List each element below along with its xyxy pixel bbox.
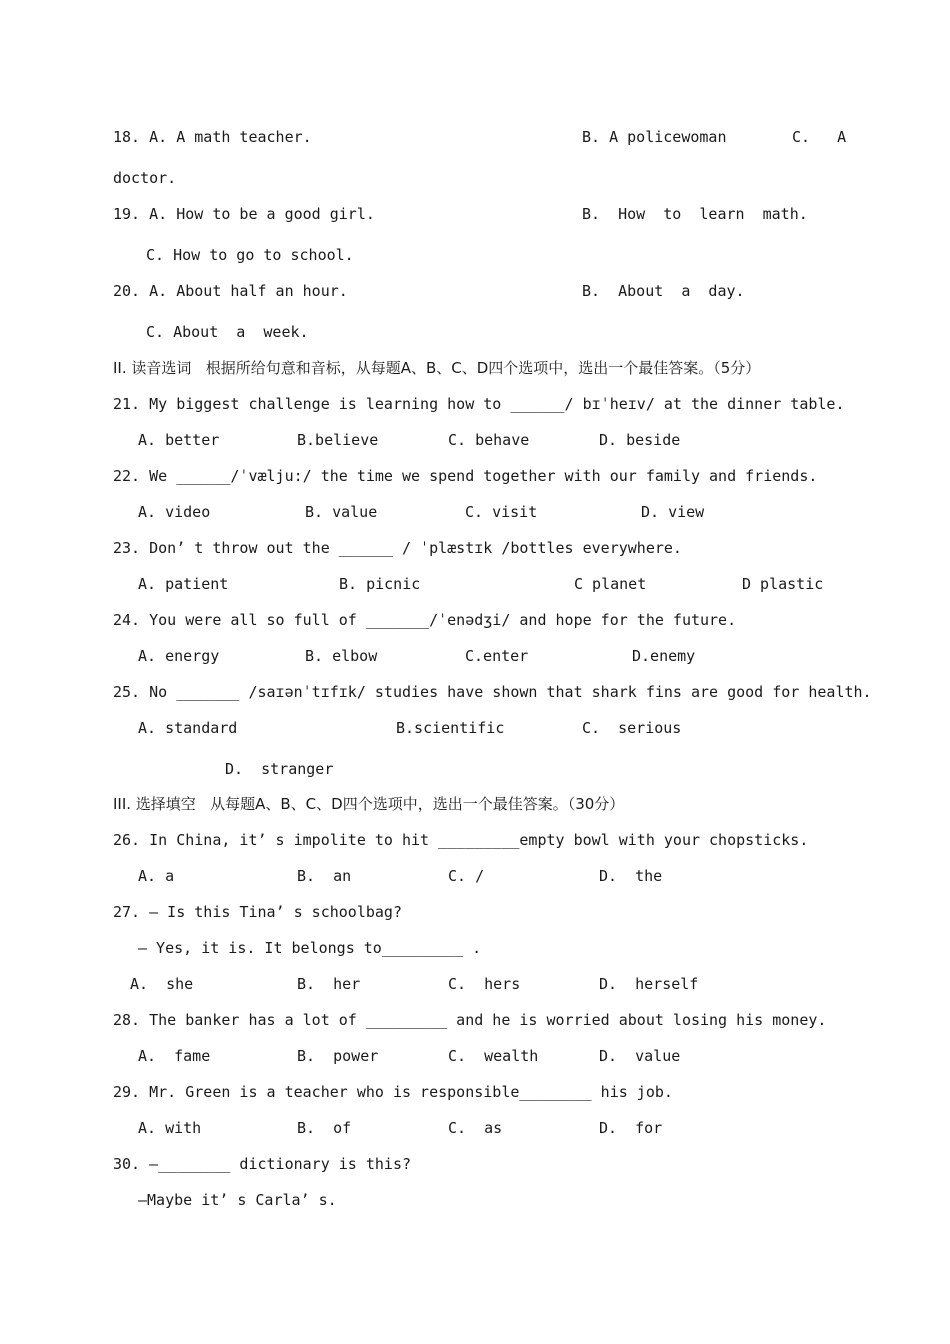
q25-option-d: D. stranger (225, 760, 334, 778)
q27-option-b: B. her (297, 975, 361, 993)
q22-stem: 22. We ______/ˈvælju:/ the time we spend together with our family and friends. (113, 467, 818, 485)
q19-option-a: 19. A. How to be a good girl. (113, 205, 375, 223)
q29-option-c: C. as (448, 1119, 503, 1137)
q25-option-b: B.scientific (396, 719, 505, 737)
q19-option-b: B. How to learn math. (582, 205, 808, 223)
q21-stem: 21. My biggest challenge is learning how to ______/ bɪˈheɪv/ at the dinner table. (113, 395, 845, 413)
q27-reply: — Yes, it is. It belongs to_________ . (138, 939, 482, 957)
q18-option-c: C. A (792, 128, 847, 146)
q27-option-a: A. she (130, 975, 194, 993)
q22-option-a: A. video (138, 503, 211, 521)
q29-option-b: B. of (297, 1119, 352, 1137)
q23-option-b: B. picnic (339, 575, 421, 593)
q24-stem: 24. You were all so full of _______/ˈenədʒi/ and hope for the future. (113, 611, 737, 629)
q19-option-c: C. How to go to school. (146, 246, 354, 264)
q26-stem: 26. In China, it’ s impolite to hit _________empty bowl with your chopsticks. (113, 831, 809, 849)
q18-option-c-wrap: doctor. (113, 169, 177, 187)
q20-option-a: 20. A. About half an hour. (113, 282, 348, 300)
q25-option-a: A. standard (138, 719, 238, 737)
q24-option-d: D.enemy (632, 647, 696, 665)
q18-option-b: B. A policewoman (582, 128, 727, 146)
q28-option-a: A. fame (138, 1047, 211, 1065)
q23-option-d: D plastic (742, 575, 824, 593)
q28-option-c: C. wealth (448, 1047, 539, 1065)
q26-option-c: C. / (448, 867, 485, 885)
q27-stem: 27. — Is this Tina’ s schoolbag? (113, 903, 402, 921)
q30-stem: 30. —________ dictionary is this? (113, 1155, 412, 1173)
q22-option-b: B. value (305, 503, 378, 521)
q22-option-c: C. visit (465, 503, 538, 521)
q23-option-c: C planet (574, 575, 647, 593)
q29-option-d: D. for (599, 1119, 663, 1137)
q23-stem: 23. Don’ t throw out the ______ / ˈplæstɪk /bottles everywhere. (113, 539, 682, 557)
q18-option-a: 18. A. A math teacher. (113, 128, 312, 146)
q24-option-b: B. elbow (305, 647, 378, 665)
q29-option-a: A. with (138, 1119, 202, 1137)
q21-option-a: A. better (138, 431, 220, 449)
q25-option-c: C. serious (582, 719, 682, 737)
section-3-heading: III. 选择填空 从每题A、B、C、D四个选项中，选出一个最佳答案。（30分） (113, 795, 625, 813)
q27-option-d: D. herself (599, 975, 699, 993)
q25-stem: 25. No _______ /saɪənˈtɪfɪk/ studies have shown that shark fins are good for health. (113, 683, 872, 701)
q21-option-d: D. beside (599, 431, 681, 449)
q27-option-c: C. hers (448, 975, 521, 993)
q30-reply: —Maybe it’ s Carla’ s. (138, 1191, 337, 1209)
q26-option-d: D. the (599, 867, 663, 885)
q28-stem: 28. The banker has a lot of _________ and he is worried about losing his money. (113, 1011, 827, 1029)
q20-option-c: C. About a week. (146, 323, 309, 341)
q29-stem: 29. Mr. Green is a teacher who is responsible________ his job. (113, 1083, 673, 1101)
q21-option-b: B.believe (297, 431, 379, 449)
q24-option-c: C.enter (465, 647, 529, 665)
q26-option-b: B. an (297, 867, 352, 885)
q28-option-d: D. value (599, 1047, 681, 1065)
q28-option-b: B. power (297, 1047, 379, 1065)
q26-option-a: A. a (138, 867, 175, 885)
q22-option-d: D. view (641, 503, 705, 521)
section-2-heading: II. 读音选词 根据所给句意和音标，从每题A、B、C、D四个选项中，选出一个最佳答案。（5分） (113, 359, 761, 377)
q24-option-a: A. energy (138, 647, 220, 665)
q21-option-c: C. behave (448, 431, 530, 449)
q20-option-b: B. About a day. (582, 282, 745, 300)
q23-option-a: A. patient (138, 575, 229, 593)
